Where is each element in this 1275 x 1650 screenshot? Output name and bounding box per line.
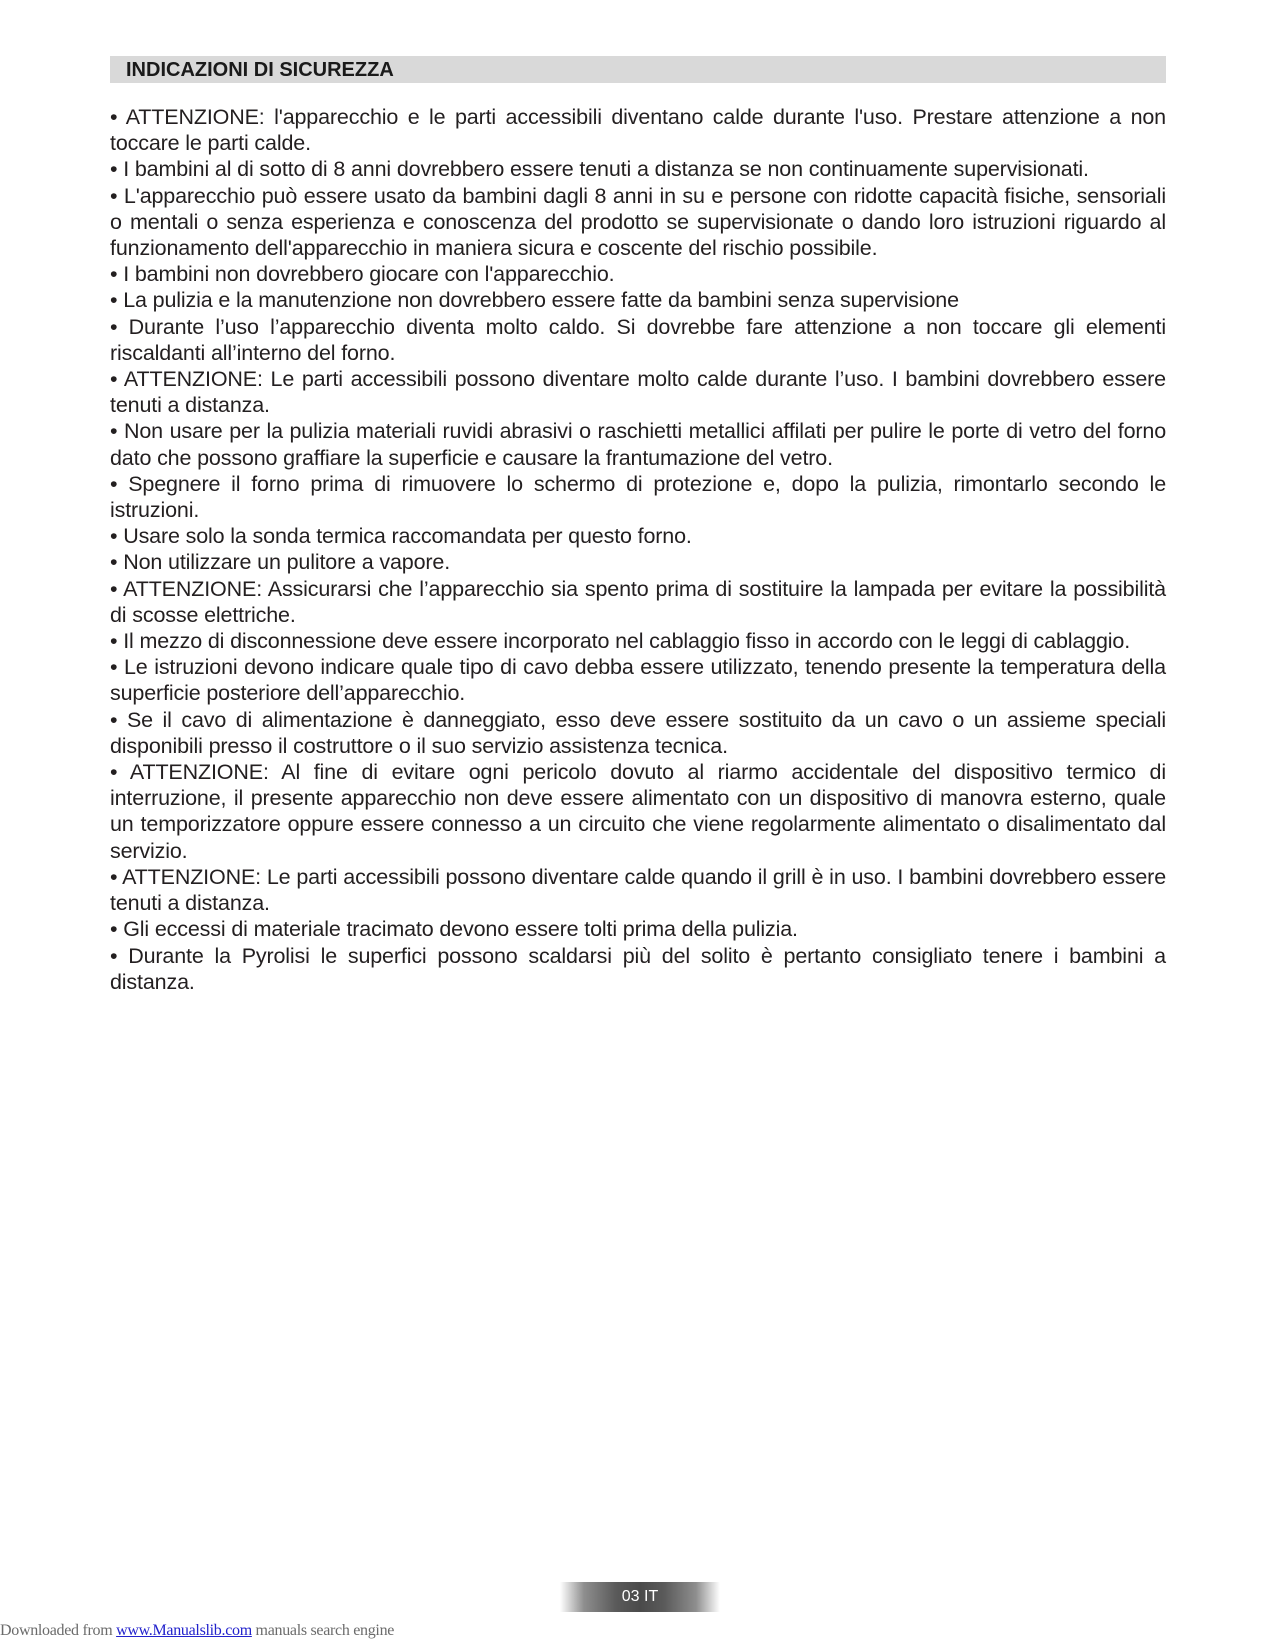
safety-item: • I bambini al di sotto di 8 anni dovrebbero essere tenuti a distanza se non continuamente supervisionati.	[110, 157, 1089, 182]
safety-item: • Spegnere il forno prima di rimuovere lo schermo di protezione e, dopo la pulizia, rimontarlo secondo le istruzioni.	[110, 471, 1166, 523]
page-number: 03 IT	[621, 1588, 659, 1605]
safety-item: • Durante la Pyrolisi le superfici possono scaldarsi più del solito è pertanto consigliato tenere i bambini a distanza.	[110, 943, 1166, 994]
manualslib-link[interactable]: www.Manualslib.com	[116, 1622, 252, 1639]
safety-item: • ATTENZIONE: Assicurarsi che l’apparecchio sia spento prima di sostituire la lampada per evitare la possibilità di scosse elettriche.	[110, 576, 1166, 627]
section-title: INDICAZIONI DI SICUREZZA	[126, 59, 394, 81]
safety-item: • ATTENZIONE: l'apparecchio e le parti accessibili diventano calde durante l'uso. Prestare attenzione a non toccare le parti calde.	[110, 105, 1166, 156]
safety-item: • L'apparecchio può essere usato da bambini dagli 8 anni in su e persone con ridotte capacità fisiche, sensoriali o mentali o senza esperienza e conoscenza del prodotto se supervisionate o dando loro istruzioni riguardo al funzionamento dell'apparecchio in maniera sicura e coscente del rischio possibile.	[110, 183, 1166, 261]
safety-item: • ATTENZIONE: Le parti accessibili possono diventare calde quando il grill è in uso. I bambini dovrebbero essere tenuti a distanza.	[110, 864, 1166, 916]
safety-item: • ATTENZIONE: Al fine di evitare ogni pericolo dovuto al riarmo accidentale del dispositivo termico di interruzione, il presente apparecchio non deve essere alimentato con un dispositivo di manovra esterno, quale un temporizzatore oppure essere connesso a un circuito che viene regolarmente alimentato o disalimentato dal servizio.	[110, 760, 1166, 863]
safety-instructions	[110, 104, 1166, 995]
safety-item: • Le istruzioni devono indicare quale tipo di cavo debba essere utilizzato, tenendo presente la temperatura della superficie posteriore dell’apparecchio.	[110, 655, 1166, 706]
safety-item: • Non usare per la pulizia materiali ruvidi abrasivi o raschietti metallici affilati per pulire le porte di vetro del forno dato che possono graffiare la superficie e causare la frantumazione del vetro.	[110, 419, 1166, 470]
safety-item: • Il mezzo di disconnessione deve essere incorporato nel cablaggio fisso in accordo con le leggi di cablaggio.	[110, 629, 1131, 654]
safety-item: • Se il cavo di alimentazione è danneggiato, esso deve essere sostituito da un cavo o un assieme speciali disponibili presso il costruttore o il suo servizio assistenza tecnica.	[110, 707, 1166, 758]
page-number-badge	[560, 1582, 720, 1612]
safety-item: • ATTENZIONE: Le parti accessibili possono diventare molto calde durante l’uso. I bambini dovrebbero essere tenuti a distanza.	[110, 367, 1166, 418]
section-header	[110, 56, 1166, 83]
safety-item: • La pulizia e la manutenzione non dovrebbero essere fatte da bambini senza supervisione	[110, 288, 959, 313]
safety-item: • I bambini non dovrebbero giocare con l'apparecchio.	[110, 262, 615, 287]
footer-prefix: Downloaded from	[0, 1622, 113, 1639]
safety-item: • Non utilizzare un pulitore a vapore.	[110, 550, 451, 575]
download-footer	[0, 1622, 394, 1640]
footer-suffix: manuals search engine	[255, 1622, 395, 1639]
safety-item: • Durante l’uso l’apparecchio diventa molto caldo. Si dovrebbe fare attenzione a non toccare gli elementi riscaldanti all’interno del forno.	[110, 314, 1166, 365]
safety-item: • Usare solo la sonda termica raccomandata per questo forno.	[110, 524, 692, 549]
safety-item: • Gli eccessi di materiale tracimato devono essere tolti prima della pulizia.	[110, 917, 798, 942]
